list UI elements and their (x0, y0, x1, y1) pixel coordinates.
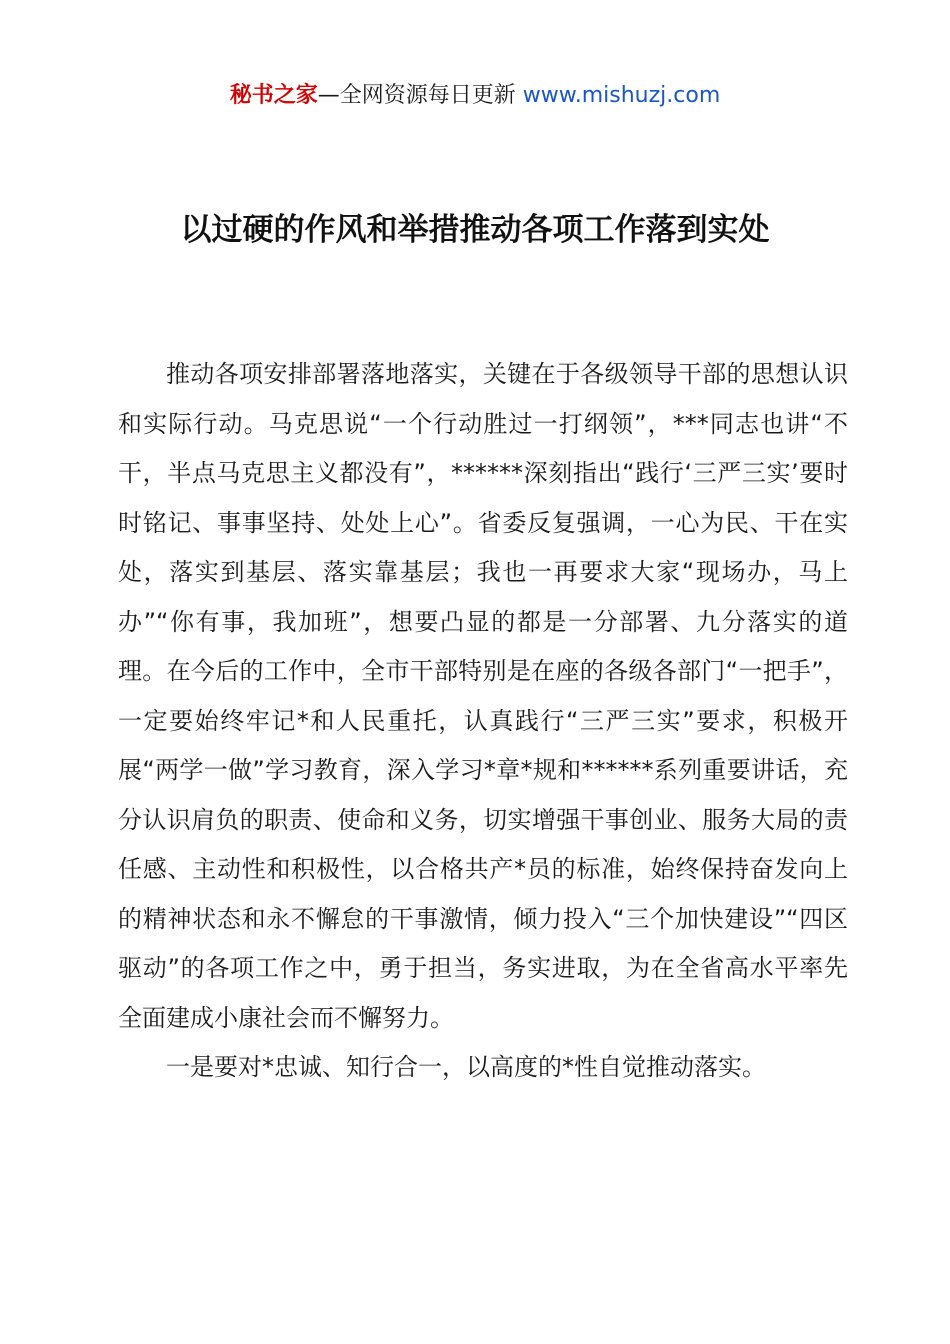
header-dash: — (317, 83, 340, 108)
body-paragraph: 推动各项安排部署落地落实，关键在于各级领导干部的思想认识和实际行动。马克思说“一个行动胜过一打纲领”，***同志也讲“不干，半点马克思主义都没有”，******深刻指出“践行‘三严三实’要时时铭记、事事坚持、处处上心”。省委反复强调，一心为民、干在实处，落实到基层、落实靠基层；我也一再要求大家“现场办，马上办”“你有事，我加班”，想要凸显的都是一分部署、九分落实的道理。在今后的工作中，全市干部特别是在座的各级各部门“一把手”，一定要始终牢记*和人民重托，认真践行“三严三实”要求，积极开展“两学一做”学习教育，深入学习*章*规和******系列重要讲话，充分认识肩负的职责、使命和义务，切实增强干事创业、服务大局的责任感、主动性和积极性，以合格共产*员的标准，始终保持奋发向上的精神状态和永不懈怠的干事激情，倾力投入“三个加快建设”“四区驱动”的各项工作之中，勇于担当，务实进取，为在全省高水平率先全面建成小康社会而不懈努力。 (118, 360, 848, 1032)
body-paragraph: 一是要对*忠诚、知行合一，以高度的*性自觉推动落实。 (166, 1053, 766, 1081)
site-url-link[interactable]: www.mishuzj.com (522, 83, 721, 108)
site-header (0, 80, 950, 112)
brand-name: 秘书之家 (229, 83, 318, 108)
header-tagline: 全网资源每日更新 (339, 83, 523, 108)
document-title: 以过硬的作风和举措推动各项工作落到实处 (180, 212, 770, 248)
document-body (118, 350, 848, 1093)
